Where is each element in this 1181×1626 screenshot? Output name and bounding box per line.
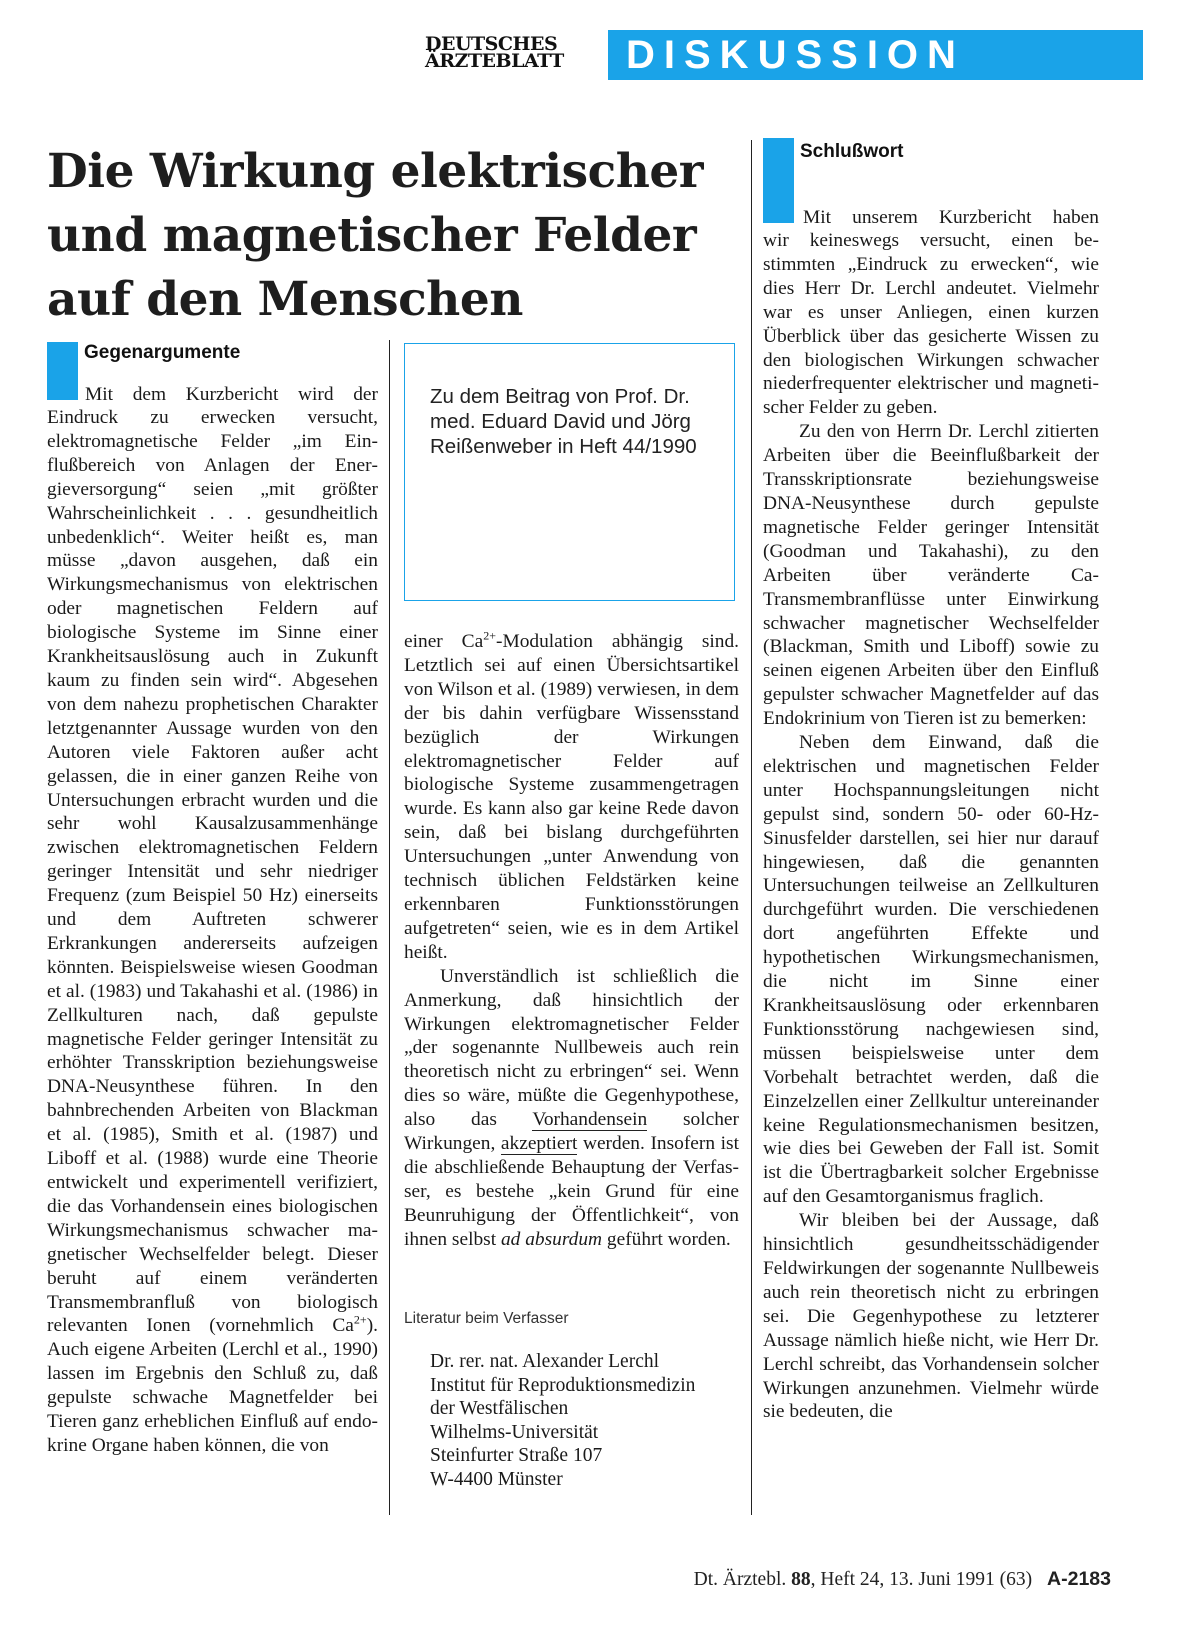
ion-symbol: Ca — [461, 631, 484, 652]
schluss-paragraph: Zu den von Herrn Dr. Lerchl zitierten Arbeiten über die Beeinflußbarkeit der Transskriptionsrate beziehungsweise DNA-Neusynthese durch gepulste magnetische Felder geringer Intensität (Goodman und Takahashi), zu den Arbeiten über veränderte Ca-Transmembranflüsse unter Einwirkung schwacher magnetischer Wechselfelder (Blackman, Smith und Liboff) sowie zu seinen eigenen Arbeiten über den Einfluß gepulster schwacher Magnetfelder auf das Endokrinium von Tieren ist zu bemerken: — [763, 421, 1099, 730]
gegen-first-line: Mit dem Kurzbericht wird der — [85, 384, 378, 405]
reference-box — [404, 343, 735, 601]
underlined-text: Vorhandensein — [532, 1109, 648, 1131]
footer-citation: Dt. Ärztebl. — [693, 1569, 787, 1590]
author-department: der Westfälischen — [430, 1398, 569, 1419]
author-institute: Institut für Reproduktionsmedizin — [430, 1374, 696, 1396]
author-name: Dr. rer. nat. Alexander Lerchl — [430, 1351, 660, 1372]
author-university: Wilhelms-Universität — [430, 1421, 599, 1443]
section-heading-text: Schlußwort — [800, 141, 904, 162]
ion-symbol: Ca — [332, 1315, 354, 1337]
masthead — [425, 30, 1145, 82]
gegen-column-1 — [47, 406, 378, 1458]
gegen-paragraph — [404, 630, 739, 965]
text-run: Unverständlich ist schließlich die Anmerkung, daß hinsichtlich der Wirkungen elektromagnetischer Felder „der sogenannte Nullbeweis auch rein theoretisch nicht zu erbringen“ sei. Wenn dies so wäre, müßte die Gegenhypothese, also das — [404, 965, 739, 1131]
text-run: ). Auch eigene Arbeiten (Lerchl et al., 1990) lassen im Ergebnis den Schluß zu, daß gepulste schwache Magnetfelder bei Tieren ganz erheblichen Einfluß auf endokrine Organe haben können, die von — [47, 1315, 378, 1456]
article-title: Die Wirkung elektrischer und magnetischer Felder auf den Menschen — [47, 144, 704, 327]
page-number: A-2183 — [1047, 1568, 1111, 1590]
footer-issue: , Heft 24, 13. Juni 1991 (63) — [810, 1569, 1033, 1590]
gegen-column-2 — [404, 630, 739, 1252]
section-banner: DISKUSSION — [608, 30, 1143, 80]
text-run: solcher Wirkungen, — [404, 1109, 739, 1155]
author-city: W-4400 Münster — [430, 1468, 563, 1490]
ion-charge: 2+ — [353, 1312, 367, 1327]
column-divider-left — [389, 340, 390, 1515]
ion-charge: 2+ — [483, 628, 496, 643]
schluss-paragraph: wir keineswegs versucht, einen bestimmten „Eindruck zu erwecken“, wie dies Herr Dr. Lerchl andeutet. Vielmehr war es unser Anliegen, einen kurzen Überblick über das gesicherte Wissen zu den biologischen Wirkungen schwacher niederfrequenter elektrischer und magnetischer Felder zu geben. — [763, 230, 1099, 419]
column-divider-right — [751, 140, 752, 1515]
text-run: Eindruck zu erwecken versucht, elektromagnetische Felder „im Einflußbereich von Anlagen der Energieversorgung“ seien „mit größter Wahrscheinlichkeit . . . gesundheitlich unbedenklich“. Weiter heißt es, man müsse „davon ausgehen, daß ein Wirkungsmechanismus von elektrischen oder magnetischen Feldern auf biologische Systeme im Sinne einer Krankheitsauslösung auch in Zukunft kaum zu finden sein wird“. Abgesehen von dem nahezu prophetischen Charakter letztgenannter Aussage wurden von den Autoren viele Faktoren außer acht gelassen, die in einer ganzen Reihe von Untersuchungen erbracht wurden und die sehr wohl Kausalzusammenhänge zwischen elektromagnetischen Feldern geringer Intensität und sehr niedriger Frequenz (zum Beispiel 50 Hz) einerseits und dem Auftreten schwerer Erkrankungen andererseits aufzeigen könnten. Beispielsweise wiesen Goodman et al. (1983) und Takahashi et al. (1986) in Zellkulturen nach, daß gepulste magnetische Felder geringer Intensität zu erhöhter Transskription beziehungsweise DNA-Neusynthese führen. In den bahnbrechenden Arbeiten von Blackman et al. (1985), Smith et al. (1987) und Liboff et al. (1988) wurde eine Theorie entwickelt und experimentell verifiziert, die das Vorhandensein eines biologischen Wirkungsmechanismus schwacher magnetischer Wechselfelder belegt. Dieser beruht auf einem veränderten Transmembranfluß von biologisch relevanten Ionen (vornehmlich — [47, 407, 378, 1337]
schluss-paragraph: Neben dem Einwand, daß die elektrischen und magnetischen Felder unter Hochspannungsleitungen nicht gepulst sind, sondern 50- oder 60-Hz-Sinusfelder darstellen, sei hier nur darauf hingewiesen, daß die genannten Untersuchungen teilweise an Zellkulturen durchgeführt wurden. Die verschiedenen dort angeführten Effekte und hypothetischen Wirkungsmechanismen, die nicht im Sinne einer Krankheitsauslösung oder erkennbaren Funktionsstörung nachgewiesen sind, müssen beispielsweise unter dem Vorbehalt betrachtet werden, daß die Einzelzellen einer Zellkultur untereinander keine Regulationsmechanismen besitzen, wie dies bei Geweben der Fall ist. Somit ist die Übertragbarkeit solcher Ergebnisse auf den Gesamtorganismus fraglich. — [763, 732, 1099, 1208]
text-run: werden. Insofern ist die abschließende Behauptung der Verfasser, es bestehe „kein Grund für eine Beunruhigung der Öffentlichkeit“, von ihnen selbst — [404, 1133, 739, 1250]
schluss-column — [763, 229, 1099, 1424]
section-heading-text: Gegenargumente — [84, 342, 241, 363]
italic-text: ad absurdum — [500, 1228, 603, 1250]
section-marker — [763, 138, 794, 223]
journal-logo — [425, 33, 585, 72]
logo-line-1: DEUTSCHES — [425, 33, 558, 55]
underlined-text: akzeptiert — [500, 1133, 578, 1155]
gegen-paragraph — [47, 406, 378, 1458]
page-footer — [694, 1568, 1111, 1591]
footer-volume: 88 — [791, 1569, 811, 1590]
logo-line-2: ÄRZTEBLATT — [425, 50, 564, 72]
text-run: geführt worden. — [606, 1228, 731, 1250]
reference-box-text: Zu dem Beitrag von Prof. Dr. med. Eduard David und Jörg Reißenweber in Heft 44/1990 — [430, 385, 697, 458]
literature-note: Literatur beim Verfasser — [404, 1310, 569, 1327]
author-street: Steinfurter Straße 107 — [430, 1445, 603, 1466]
section-marker — [47, 342, 78, 400]
schluss-paragraph: Wir bleiben bei der Aussage, daß hinsichtlich gesundheitsschädigender Feldwirkungen der sogenannte Nullbeweis auch rein theoretisch nicht zu erbringen sei. Die Gegenhypothese zu letzterer Aussage nämlich hieße nicht, wie Herr Dr. Lerchl schreibt, das Vorhandensein solcher Wirkungen anzunehmen. Vielmehr würde sie bedeuten, die — [763, 1210, 1099, 1423]
text-run: einer — [404, 631, 443, 652]
text-run: -Modulation abhängig sind. Letztlich sei auf einen Übersichtsartikel von Wilson et al. (1989) verwiesen, in dem der bis dahin verfügbare Wissensstand bezüglich der Wirkungen elektromagnetischer Felder auf biologische Systeme zusammengetragen wurde. Es kann also gar keine Rede davon sein, daß bei bislang durchgeführten Untersuchungen „unter Anwendung von technisch üblichen Feldstärken keine erkennbaren Funktionsstörungen aufgetreten“ seien, wie es in dem Artikel heißt. — [404, 631, 739, 963]
author-address — [430, 1350, 750, 1491]
schluss-first-line: Mit unserem Kurzbericht haben — [803, 207, 1099, 228]
gegen-paragraph — [404, 965, 739, 1252]
